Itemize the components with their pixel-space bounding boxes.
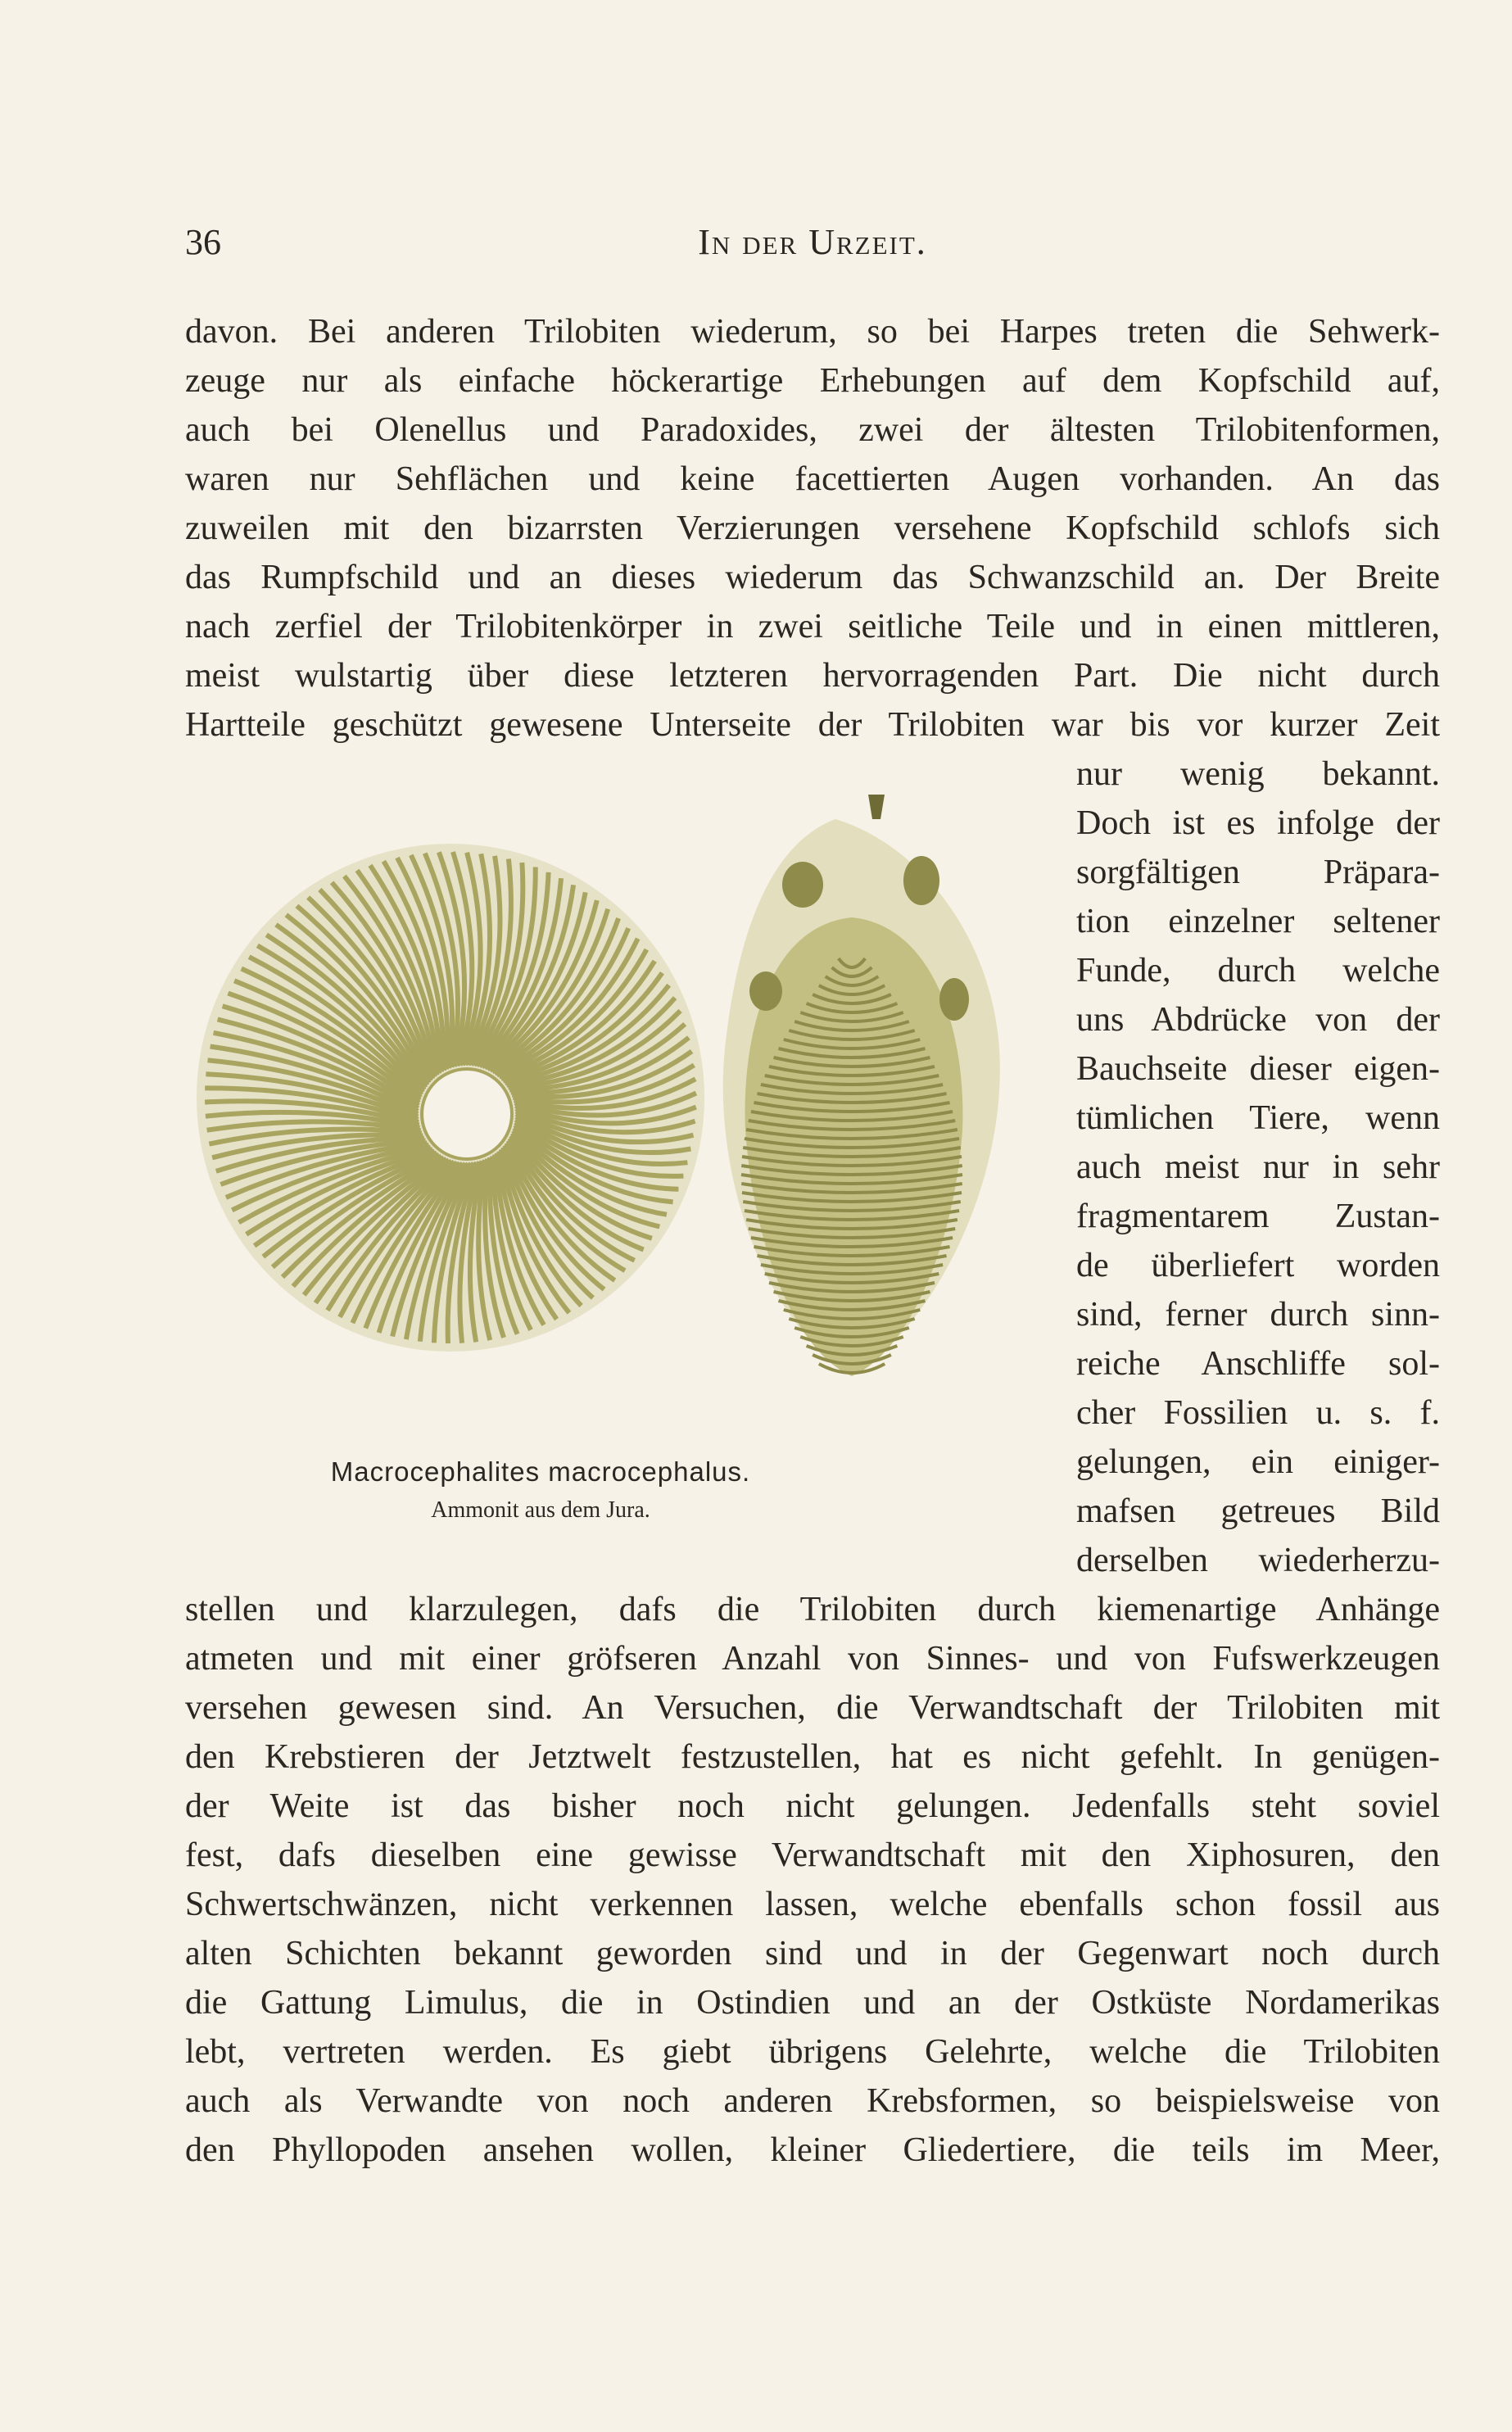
page-header (185, 221, 1440, 270)
side-text-line: uns Abdrücke von der (1076, 1001, 1440, 1039)
text-line: der Weite ist das bisher noch nicht gelungen. Jedenfalls steht soviel (185, 1787, 1440, 1825)
text-line: davon. Bei anderen Trilobiten wiederum, so bei Harpes treten die Sehwerk- (185, 313, 1440, 351)
text-line: den Krebstieren der Jetztwelt festzustellen, hat es nicht gefehlt. In genügen- (185, 1738, 1440, 1776)
text-line: das Rumpfschild und an dieses wiederum das Schwanzschild an. Der Breite (185, 559, 1440, 596)
side-text-line: reiche Anschliffe sol- (1076, 1345, 1440, 1383)
text-line: versehen gewesen sind. An Versuchen, die Verwandtschaft der Trilobiten mit (185, 1689, 1440, 1727)
text-line: den Phyllopoden ansehen wollen, kleiner Gliedertiere, die teils im Meer, (185, 2131, 1440, 2169)
text-line: Hartteile geschützt gewesene Unterseite der Trilobiten war bis vor kurzer Zeit (185, 706, 1440, 744)
side-text-line: Funde, durch welche (1076, 952, 1440, 990)
figure-caption-subtitle: Ammonit aus dem Jura. (431, 1497, 650, 1523)
side-text-line: cher Fossilien u. s. f. (1076, 1394, 1440, 1432)
side-text-line: sind, ferner durch sinn- (1076, 1296, 1440, 1334)
text-line: stellen und klarzulegen, dafs die Trilobiten durch kiemenartige Anhänge (185, 1591, 1440, 1628)
side-text-line: tion einzelner seltener (1076, 903, 1440, 940)
side-text-line: tümlichen Tiere, wenn (1076, 1099, 1440, 1137)
text-line: auch als Verwandte von noch anderen Krebsformen, so beispielsweise von (185, 2082, 1440, 2120)
side-text-line: sorgfältigen Präpara- (1076, 854, 1440, 891)
side-text-line: Doch ist es infolge der (1076, 804, 1440, 842)
running-title: In der Urzeit. (698, 222, 927, 262)
figure-caption-title: Macrocephalites macrocephalus. (330, 1456, 751, 1487)
page-number: 36 (185, 222, 221, 262)
text-line: fest, dafs dieselben eine gewisse Verwandtschaft mit den Xiphosuren, den (185, 1836, 1440, 1874)
text-line: waren nur Sehflächen und keine facettierten Augen vorhanden. An das (185, 460, 1440, 498)
text-line: alten Schichten bekannt geworden sind und in der Gegenwart noch durch (185, 1935, 1440, 1972)
text-line: zuweilen mit den bizarrsten Verzierungen versehene Kopfschild schlofs sich (185, 509, 1440, 547)
side-text-line: mafsen getreues Bild (1076, 1492, 1440, 1530)
text-line: nach zerfiel der Trilobitenkörper in zwei seitliche Teile und in einen mittleren, (185, 608, 1440, 645)
ammonite-illustration (180, 786, 1065, 1433)
text-line: die Gattung Limulus, die in Ostindien und an der Ostküste Nordamerikas (185, 1984, 1440, 2022)
text-line: Schwertschwänzen, nicht verkennen lassen, welche ebenfalls schon fossil aus (185, 1886, 1440, 1923)
side-text-line: gelungen, ein einiger- (1076, 1443, 1440, 1481)
ammonite-front-view (723, 795, 1000, 1376)
ammonite-side-view (197, 844, 704, 1352)
text-line: meist wulstartig über diese letzteren hervorragenden Part. Die nicht durch (185, 657, 1440, 695)
side-text-line: Bauchseite dieser eigen- (1076, 1050, 1440, 1088)
side-text-line: de überliefert worden (1076, 1247, 1440, 1284)
side-text-line: auch meist nur in sehr (1076, 1148, 1440, 1186)
side-text-line: derselben wiederherzu- (1076, 1542, 1440, 1579)
side-text-line: nur wenig bekannt. (1076, 755, 1440, 793)
text-line: auch bei Olenellus und Paradoxides, zwei der ältesten Trilobitenformen, (185, 411, 1440, 449)
text-line: lebt, vertreten werden. Es giebt übrigens Gelehrte, welche die Trilobiten (185, 2033, 1440, 2071)
side-text-line: fragmentarem Zustan- (1076, 1198, 1440, 1235)
text-line: atmeten und mit einer gröfseren Anzahl von Sinnes- und von Fufswerkzeugen (185, 1640, 1440, 1678)
text-line: zeuge nur als einfache höckerartige Erhebungen auf dem Kopfschild auf, (185, 362, 1440, 400)
